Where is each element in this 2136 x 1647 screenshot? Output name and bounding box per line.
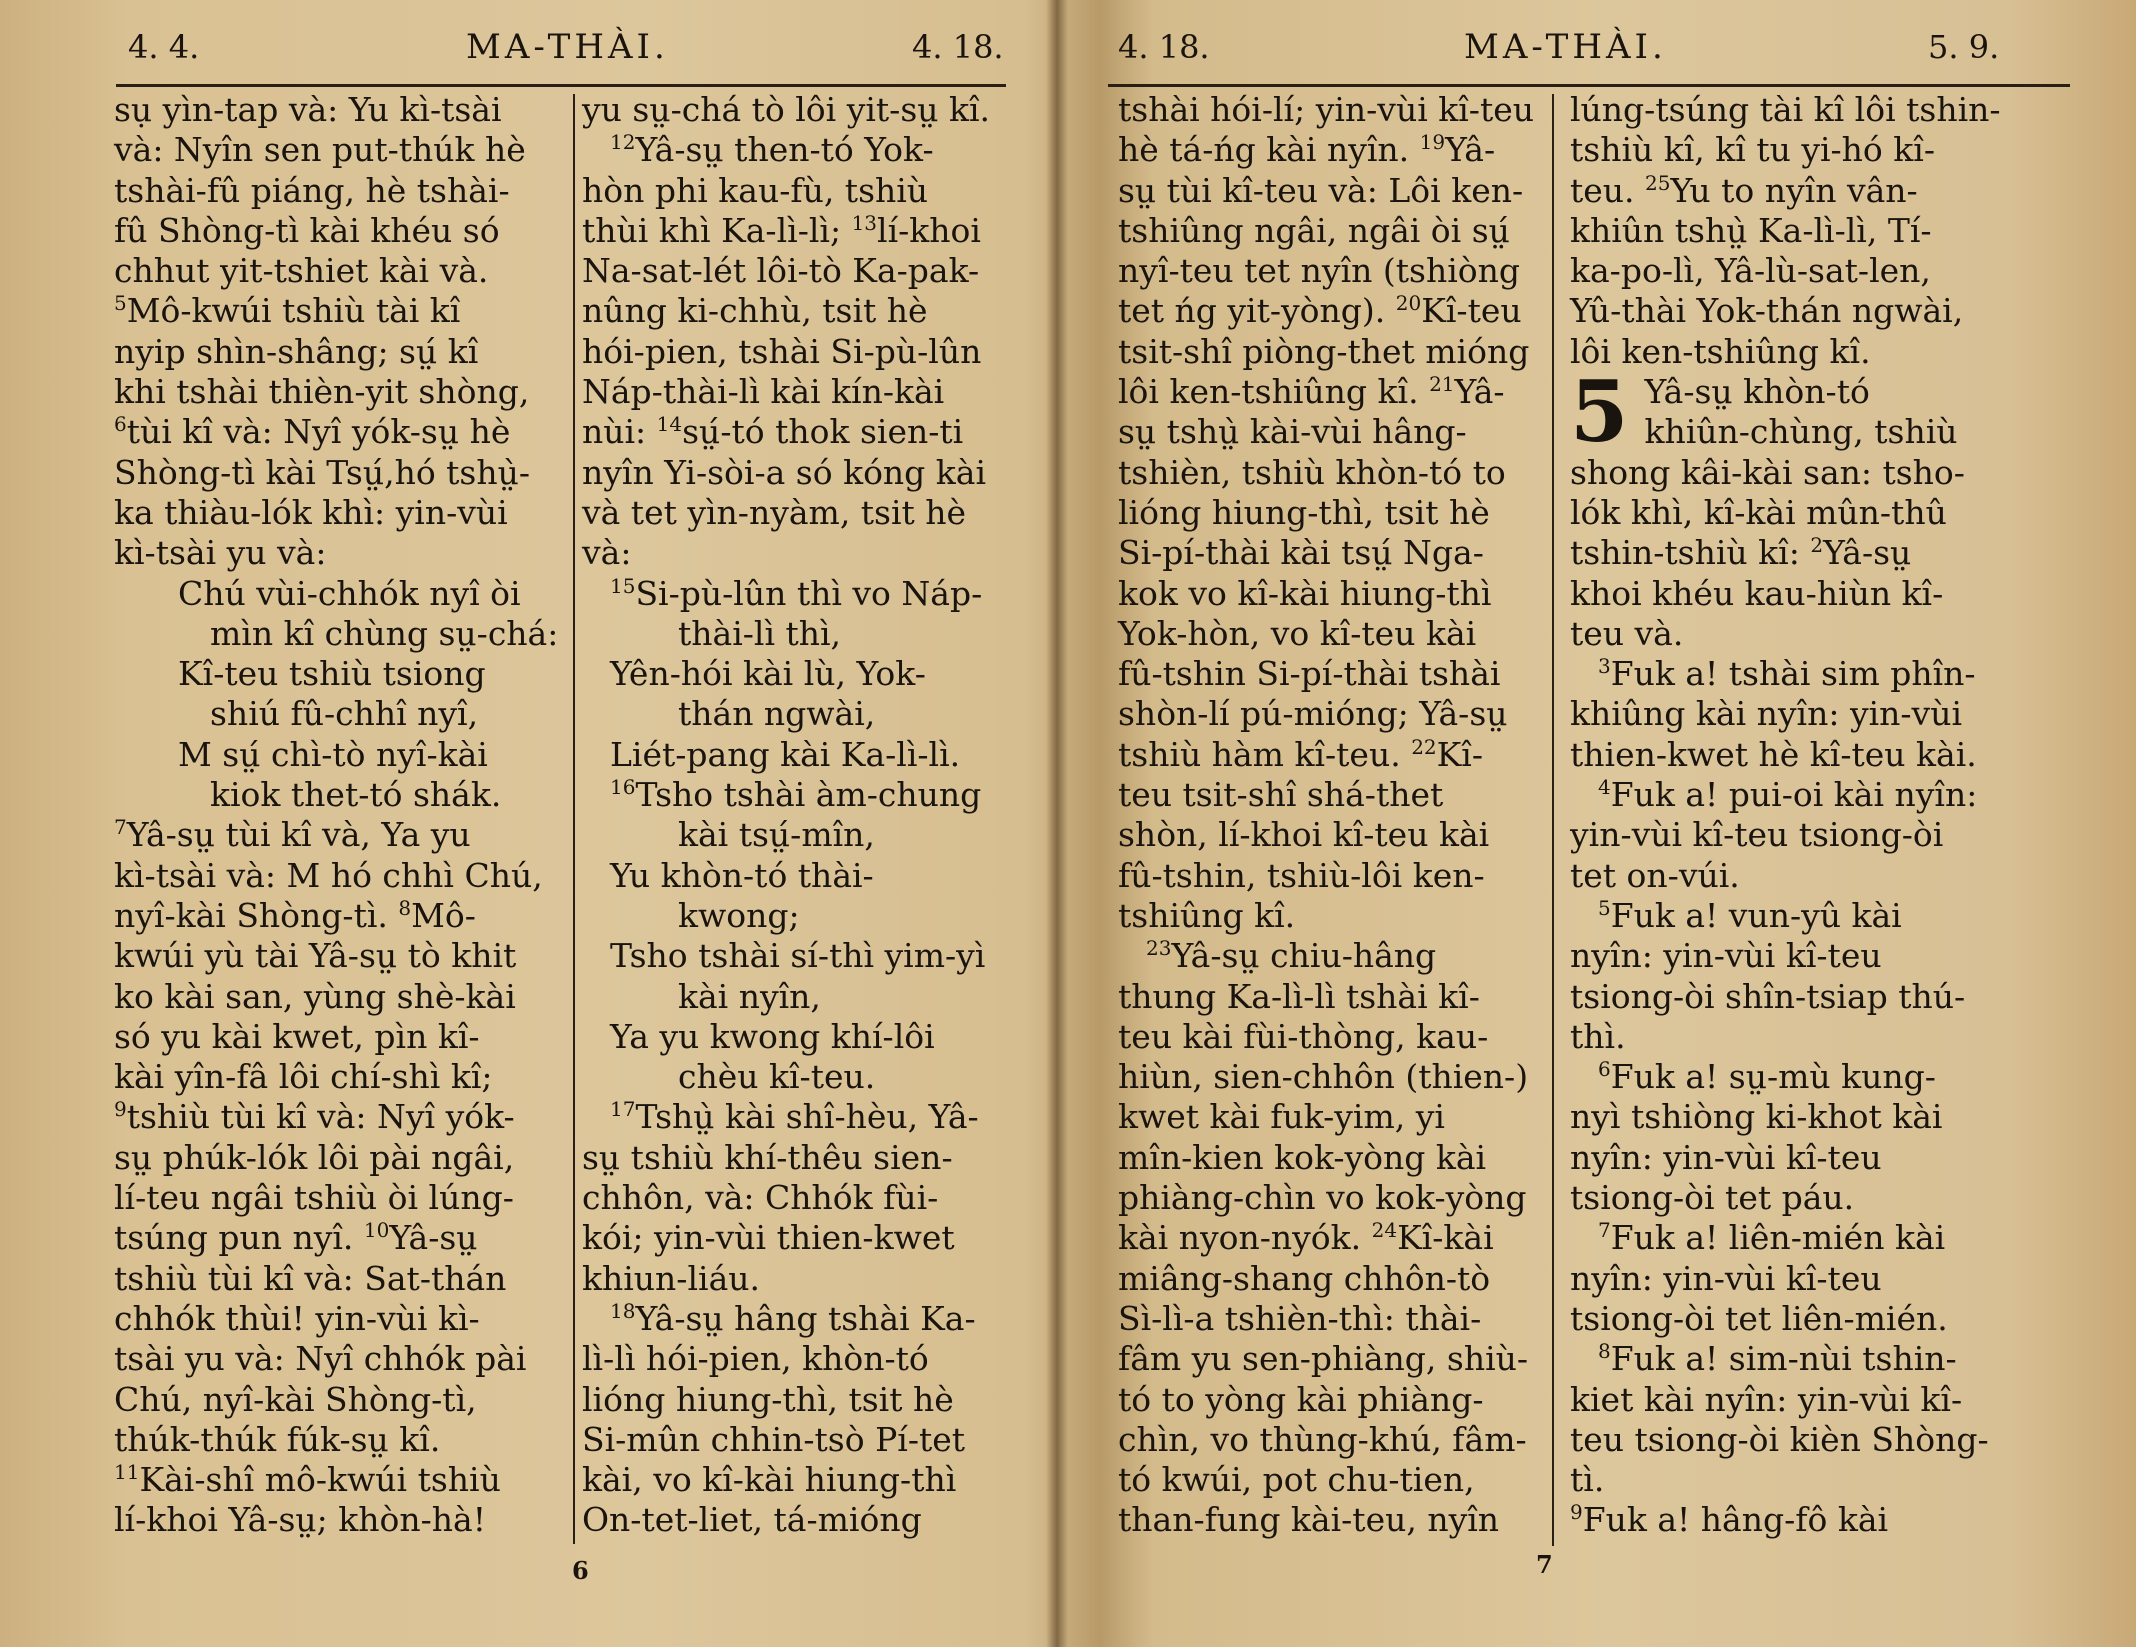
left-page [0,0,1046,1647]
text-line: teu kài fùi-thòng, kau- [1118,1016,1489,1056]
text-line: Si-mûn chhin-tsò Pí-tet [582,1419,966,1459]
text-line: hiùn, sien-chhôn (thien-) [1118,1057,1529,1097]
text-line: teu và. [1570,613,1684,653]
text-line: tsúng pun nyî. $^{10}$Yâ-sṳ [114,1218,478,1258]
text-line: lôi ken-tshiûng kî. $^{21}$Yâ- [1118,372,1505,412]
text-line: tshiù kî, kî tu yi-hó kî- [1570,130,1935,170]
text-line: lióng hiung-thì, tsit hè [582,1379,954,1419]
text-line: kwong; [678,895,800,935]
text-line: $^5$Mô-kwúi tshiù tài kî [114,291,461,331]
text-line: $^{18}$Yâ-sṳ hâng tshài Ka- [610,1298,976,1338]
text-line: khiûng kài nyîn: yin-vùi [1570,694,1963,734]
text-line: tet on-vúi. [1570,855,1740,895]
text-line: $^9$tshiù tùi kî và: Nyî yók- [114,1097,515,1137]
right-folio: 7 [1536,1550,1553,1579]
text-line: tsiong-òi shîn-tsiap thú- [1570,976,1966,1016]
text-line: Yok-hòn, vo kî-teu kài [1118,613,1477,653]
text-line: Liét-pang kài Ka-lì-lì. [610,734,961,774]
text-line: nyîn: yin-vùi kî-teu [1570,1137,1882,1177]
text-line: kiet kài nyîn: yin-vùi kî- [1570,1379,1963,1419]
text-line: Yu khòn-tó thài- [610,855,874,895]
text-line: tshài hói-lí; yin-vùi kî-teu [1118,90,1534,129]
text-line: kói; yin-vùi thien-kwet [582,1218,955,1258]
text-line: Yâ-sṳ khòn-tó [1644,372,1870,412]
text-line: $^7$Fuk a! liên-mién kài [1598,1218,1946,1258]
text-line: nyip shìn-shâng; sṳ́ kî [114,331,479,371]
text-line: On-tet-liet, tá-mióng [582,1500,922,1540]
text-line: $^{16}$Tsho tshài àm-chung [610,775,982,815]
right-column-1 [1118,90,1606,1541]
text-line: $^{15}$Si-pù-lûn thì vo Náp- [610,573,983,613]
text-line: chhut yit-tshiet kài và. [114,251,489,291]
text-line: fû-tshin Si-pí-thài tshài [1118,654,1501,694]
text-line: $^5$Fuk a! vun-yû kài [1598,895,1902,935]
text-line: nyîn: yin-vùi kî-teu [1570,1258,1882,1298]
text-line: ko kài san, yùng shè-kài [114,976,516,1016]
text-line: fâm yu sen-phiàng, shiù- [1118,1339,1529,1379]
text-line: lók khì, kî-kài mûn-thû [1570,492,1947,532]
text-line: và: Nyîn sen put-thúk hè [114,130,526,170]
right-header-ref-start: 4. 18. [1118,28,1210,66]
text-line: tshiù tùi kî và: Sat-thán [114,1258,507,1298]
text-line: shiú fû-chhî nyî, [210,694,479,734]
text-line: sṳ phúk-lók lôi pài ngâi, [114,1137,515,1177]
text-line: thùi khì Ka-lì-lì; $^{13}$lí-khoi [582,210,981,250]
text-line: hòn phi kau-fù, tshiù [582,170,929,210]
text-line: Shòng-tì kài Tsṳ́,hó tshṳ̀- [114,452,531,492]
text-line: kok vo kî-kài hiung-thì [1118,573,1492,613]
text-line: kì-tsài và: M hó chhì Chú, [114,855,543,895]
text-line: nyì tshiòng ki-khot kài [1570,1097,1943,1137]
text-line: Náp-thài-lì kài kín-kài [582,372,945,412]
text-line: $^7$Yâ-sṳ tùi kî và, Ya yu [114,815,471,855]
text-line: $^{17}$Tshṳ̀ kài shî-hèu, Yâ- [610,1097,979,1137]
text-line: nûng ki-chhù, tsit hè [582,291,928,331]
text-line: nyî-kài Shòng-tì. $^8$Mô- [114,895,476,935]
text-line: Yû-thài Yok-thán ngwài, [1570,291,1964,331]
text-line: $^4$Fuk a! pui-oi kài nyîn: [1598,775,1978,815]
text-line: nyîn: yin-vùi kî-teu [1570,936,1882,976]
text-line: kwet kài fuk-yim, yi [1118,1097,1445,1137]
text-line: khiun-liáu. [582,1258,760,1298]
text-line: lí-khoi Yâ-sṳ; khòn-hà! [114,1500,486,1540]
text-line: thien-kwet hè kî-teu kài. [1570,734,1977,774]
text-line: $^{23}$Yâ-sṳ chiu-hâng [1146,936,1437,976]
text-line: tsiong-òi tet liên-mién. [1570,1298,1948,1338]
text-line: kài, vo kî-kài hiung-thì [582,1460,957,1500]
text-line: sṳ tshṳ̀ kài-vùi hâng- [1118,412,1467,452]
text-line: kì-tsài yu và: [114,533,327,573]
text-line: tshiù hàm kî-teu. $^{22}$Kî- [1118,734,1483,774]
text-line: kài tsṳ́-mîn, [678,815,875,855]
right-header-title: MA-THÀI. [1464,27,1667,67]
left-column-1 [114,90,559,1541]
text-line: hói-pien, tshài Si-pù-lûn [582,331,982,371]
text-line: fû-tshin, tshiù-lôi ken- [1118,855,1485,895]
text-line: tshin-tshiù kî: $^2$Yâ-sṳ [1570,533,1912,573]
text-line: $^{11}$Kài-shî mô-kwúi tshiù [114,1460,501,1500]
right-page [1068,0,2136,1647]
text-line: thúk-thúk fúk-sṳ kî. [114,1419,441,1459]
text-line: tshiûng kî. [1118,895,1296,935]
text-line: yu sṳ-chá tò lôi yit-sṳ kî. [582,90,991,129]
left-column-2 [582,90,1006,1541]
text-line: yin-vùi kî-teu tsiong-òi [1570,815,1944,855]
text-line: Kî-teu tshiù tsiong [178,654,486,694]
text-line: $^{12}$Yâ-sṳ then-tó Yok- [610,130,934,170]
text-line: khoi khéu kau-hiùn kî- [1570,573,1944,613]
text-line: shòn, lí-khoi kî-teu kài [1118,815,1490,855]
text-line: fû Shòng-tì kài khéu só [114,210,500,250]
text-line: mìn kî chùng sṳ-chá: [210,613,559,653]
right-column-divider [1552,94,1554,1546]
text-line: khi tshài thièn-yit shòng, [114,372,530,412]
text-line: sṳ tùi kî-teu và: Lôi ken- [1118,170,1524,210]
text-line: teu tsit-shî shá-thet [1118,775,1444,815]
text-line: sṳ tshiù khí-thêu sien- [582,1137,953,1177]
text-line: thán ngwài, [678,694,876,734]
left-folio: 6 [572,1556,589,1585]
text-line: chhók thùi! yin-vùi kì- [114,1298,480,1338]
text-line: $^8$Fuk a! sim-nùi tshin- [1598,1339,1957,1379]
text-line: $^6$Fuk a! sṳ-mù kung- [1598,1057,1936,1097]
text-line: hè tá-ńg kài nyîn. $^{19}$Yâ- [1118,130,1496,170]
text-line: kài nyon-nyók. $^{24}$Kî-kài [1118,1218,1494,1258]
text-line: chìn, vo thùng-khú, fâm- [1118,1419,1527,1459]
text-line: phiàng-chìn vo kok-yòng [1118,1178,1527,1218]
text-line: than-fung kài-teu, nyîn [1118,1500,1500,1540]
text-line: thì. [1570,1016,1626,1056]
text-line: tó kwúi, pot chu-tien, [1118,1460,1475,1500]
chapter-number: 5 [1570,372,1629,453]
text-line: ka-po-lì, Yâ-lù-sat-len, [1570,251,1931,291]
text-line: miâng-shang chhôn-tò [1118,1258,1491,1298]
left-page-header [0,18,1046,76]
right-header-ref-end: 5. 9. [1928,28,2000,66]
text-line: tshài-fû piáng, hè tshài- [114,170,510,210]
text-line: shòn-lí pú-mióng; Yâ-sṳ [1118,694,1508,734]
text-line: $^6$tùi kî và: Nyî yók-sṳ hè [114,412,511,452]
left-header-title: MA-THÀI. [466,27,669,67]
text-line: lôi ken-tshiûng kî. [1570,331,1871,371]
text-line: kiok thet-tó shák. [210,775,502,815]
text-line: Si-pí-thài kài tsṳ́ Nga- [1118,533,1484,573]
text-line: M sṳ́ chì-tò nyî-kài [178,734,488,774]
text-line: và: [582,533,632,573]
text-line: tì. [1570,1460,1605,1500]
text-line: $^3$Fuk a! tshài sim phîn- [1598,654,1976,694]
book-gutter [1046,0,1068,1647]
chapter-5-opening [1570,372,2068,453]
text-line: kwúi yù tài Yâ-sṳ tò khit [114,936,517,976]
text-line: ka thiàu-lók khì: yin-vùi [114,492,508,532]
text-line: Sì-lì-a tshièn-thì: thài- [1118,1298,1482,1338]
text-line: lúng-tsúng tài kî lôi tshin- [1570,90,2001,129]
text-line: Tsho tshài sí-thì yim-yì [610,936,986,976]
text-line: chèu kî-teu. [678,1057,876,1097]
text-line: tsài yu và: Nyî chhók pài [114,1339,527,1379]
text-line: só yu kài kwet, pìn kî- [114,1016,480,1056]
left-header-ref-start: 4. 4. [128,28,200,66]
text-line: kài yîn-fâ lôi chí-shì kî; [114,1057,493,1097]
text-line: thung Ka-lì-lì tshài kî- [1118,976,1480,1016]
text-line: tsit-shî piòng-thet mióng [1118,331,1530,371]
text-line: lióng hiung-thì, tsit hè [1118,492,1490,532]
text-line: thài-lì thì, [678,613,842,653]
text-line: $^9$Fuk a! hâng-fô kài [1570,1500,1889,1540]
text-line: kài nyîn, [678,976,821,1016]
text-line: nùi: $^{14}$sṳ́-tó thok sien-ti [582,412,964,452]
text-line: lì-lì hói-pien, khòn-tó [582,1339,929,1379]
text-line: tshiûng ngâi, ngâi òi sṳ́ [1118,210,1510,250]
text-line: Ya yu kwong khí-lôi [610,1016,935,1056]
right-column-2 [1570,90,2068,1541]
left-column-divider [573,94,575,1544]
right-header-rule [1108,84,2070,87]
text-line: và tet yìn-nyàm, tsit hè [582,492,967,532]
text-line: tsiong-òi tet páu. [1570,1178,1855,1218]
text-line: lí-teu ngâi tshiù òi lúng- [114,1178,514,1218]
text-line: nyî-teu tet nyîn (tshiòng [1118,251,1520,291]
text-line: Na-sat-lét lôi-tò Ka-pak- [582,251,980,291]
text-line: tet ńg yit-yòng). $^{20}$Kî-teu [1118,291,1522,331]
text-line: Yên-hói kài lù, Yok- [610,654,926,694]
text-line: sụ yìn-tap và: Yu kì-tsài [114,90,502,129]
text-line: Chú, nyî-kài Shòng-tì, [114,1379,477,1419]
text-line: chhôn, và: Chhók fùi- [582,1178,939,1218]
text-line: Chú vùi-chhók nyî òi [178,573,521,613]
text-line: khiûn tshṳ̀ Ka-lì-lì, Tí- [1570,210,1932,250]
text-line: teu tsiong-òi kièn Shòng- [1570,1419,1989,1459]
text-line: mîn-kien kok-yòng kài [1118,1137,1487,1177]
left-header-rule [116,84,1006,87]
left-header-ref-end: 4. 18. [912,28,1004,66]
text-line: tó to yòng kài phiàng- [1118,1379,1484,1419]
right-page-header [1068,18,2136,76]
text-line: teu. $^{25}$Yu to nyîn vân- [1570,170,1918,210]
text-line: khiûn-chùng, tshiù [1644,412,1958,452]
text-line: shong kâi-kài san: tsho- [1570,452,1965,492]
text-line: nyîn Yi-sòi-a só kóng kài [582,452,987,492]
text-line: tshièn, tshiù khòn-tó to [1118,452,1506,492]
